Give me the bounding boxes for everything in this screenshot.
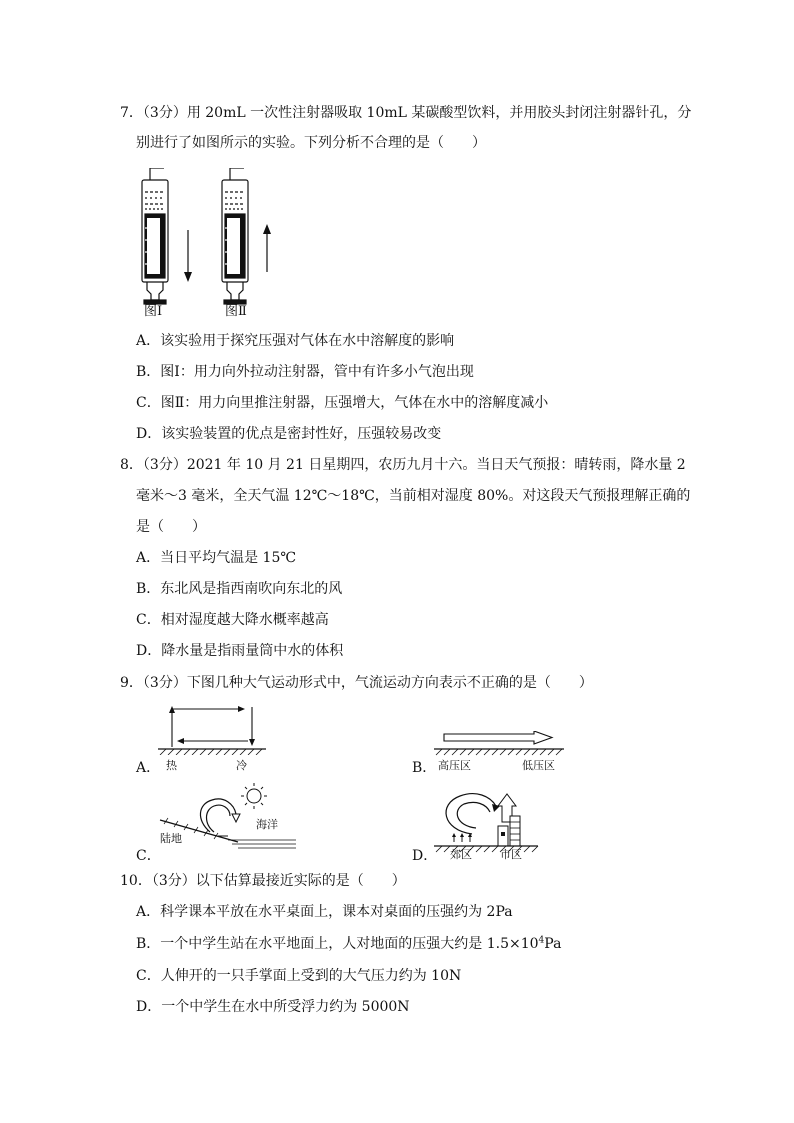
syringe-2 — [222, 168, 248, 304]
q7-stem-line2: 别进行了如图所示的实验。下列分析不合理的是（ ） — [136, 135, 486, 151]
q9-figure-d — [432, 784, 542, 854]
q7-option-d: D．该实验装置的优点是密封性好，压强较易改变 — [136, 426, 442, 442]
q9-figure-b — [434, 731, 564, 757]
q7-stem-line1: 7．（3分）用 20mL 一次性注射器吸取 10mL 某碳酸型饮料，并用胶头封闭注射器针孔，分 — [120, 105, 692, 121]
q8-option-d: D．降水量是指雨量筒中水的体积 — [136, 643, 344, 659]
sun-icon — [241, 783, 267, 809]
q9-a-hot: 热 — [166, 759, 177, 772]
q10-option-c: C．人伸开的一只手掌面上受到的大气压力约为 10N — [136, 968, 462, 984]
q9-a-cold: 冷 — [236, 759, 247, 772]
q9-d-city: 市区 — [500, 848, 522, 861]
q9-c-letter: C． — [136, 848, 161, 864]
q7-option-c: C．图Ⅱ：用力向里推注射器，压强增大，气体在水中的溶解度减小 — [136, 395, 549, 411]
q10-option-b-exponent: 4 — [538, 935, 545, 946]
q9-figure-a — [158, 703, 268, 755]
q9-a-letter: A． — [136, 760, 161, 776]
q9-c-sea: 海洋 — [256, 818, 278, 831]
q8-stem-line1: 8．（3分）2021 年 10 月 21 日星期四，农历九月十六。当日天气预报：晴转雨，降水量 2 — [120, 457, 686, 473]
q10-option-d: D．一个中学生在水中所受浮力约为 5000N — [136, 999, 410, 1015]
q9-b-letter: B． — [412, 760, 437, 776]
q10-stem: 10．（3分）以下估算最接近实际的是（ ） — [120, 873, 406, 889]
q9-stem: 9．（3分）下图几种大气运动形式中，气流运动方向表示不正确的是（ ） — [120, 675, 593, 691]
q10-option-b-text: B．一个中学生站在水平地面上，人对地面的压强大约是 1.5×10 — [136, 936, 539, 952]
q8-option-a: A．当日平均气温是 15℃ — [136, 550, 297, 566]
q8-stem-line2: 毫米～3 毫米，全天气温 12℃～18℃，当前相对湿度 80%。对这段天气预报理解正确的 — [136, 488, 691, 504]
q10-option-b — [136, 934, 561, 954]
q10-option-b-unit: Pa — [544, 936, 562, 952]
q8-option-b: B．东北风是指西南吹向东北的风 — [136, 581, 343, 597]
q9-d-suburb: 郊区 — [450, 848, 472, 861]
q10-option-a: A．科学课本平放在水平桌面上，课本对桌面的压强约为 2Pa — [136, 904, 513, 920]
fig2-label: 图Ⅱ — [225, 304, 247, 319]
q9-b-low: 低压区 — [522, 759, 555, 772]
q9-b-high: 高压区 — [438, 759, 471, 772]
q8-option-c: C．相对湿度越大降水概率越高 — [136, 612, 329, 628]
syringe-1 — [142, 168, 168, 304]
q8-stem-line3: 是（ ） — [136, 519, 206, 535]
q9-c-land: 陆地 — [160, 832, 182, 845]
q7-option-a: A．该实验用于探究压强对气体在水中溶解度的影响 — [136, 333, 455, 349]
q9-d-letter: D． — [412, 848, 438, 864]
fig1-label: 图Ⅰ — [144, 304, 163, 319]
q7-option-b: B．图Ⅰ：用力向外拉动注射器，管中有许多小气泡出现 — [136, 364, 474, 380]
